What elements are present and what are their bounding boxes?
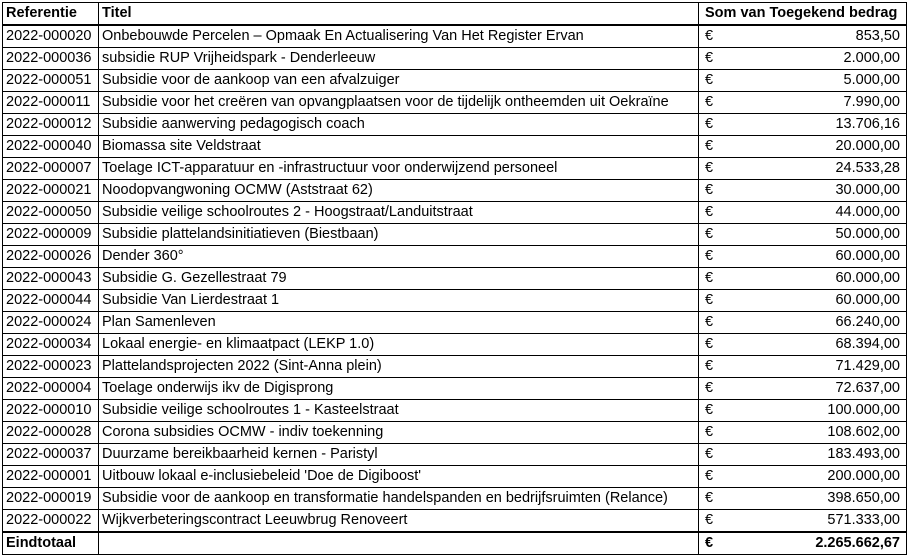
table-row	[3, 466, 907, 488]
cell-titel[interactable]: Wijkverbeteringscontract Leeuwbrug Renoveert	[99, 510, 699, 533]
cell-currency[interactable]: €	[699, 334, 729, 356]
cell-currency[interactable]: €	[699, 136, 729, 158]
cell-amount[interactable]: 24.533,28	[729, 158, 907, 180]
cell-amount[interactable]: 60.000,00	[729, 268, 907, 290]
table-row	[3, 488, 907, 510]
table-row	[3, 246, 907, 268]
cell-currency[interactable]: €	[699, 92, 729, 114]
cell-referentie[interactable]: 2022-000050	[3, 202, 99, 224]
cell-titel[interactable]: Plan Samenleven	[99, 312, 699, 334]
cell-amount[interactable]: 183.493,00	[729, 444, 907, 466]
table-row	[3, 356, 907, 378]
total-label[interactable]: Eindtotaal	[3, 532, 99, 555]
cell-titel[interactable]: Toelage ICT-apparatuur en -infrastructuur voor onderwijzend personeel	[99, 158, 699, 180]
table-row	[3, 400, 907, 422]
table-row	[3, 312, 907, 334]
table-row	[3, 422, 907, 444]
cell-titel[interactable]: Subsidie voor het creëren van opvangplaatsen voor de tijdelijk ontheemden uit Oekraïne	[99, 92, 699, 114]
cell-referentie[interactable]: 2022-000040	[3, 136, 99, 158]
cell-titel[interactable]: Noodopvangwoning OCMW (Aststraat 62)	[99, 180, 699, 202]
cell-amount[interactable]: 20.000,00	[729, 136, 907, 158]
total-currency[interactable]: €	[699, 532, 729, 555]
cell-referentie[interactable]: 2022-000043	[3, 268, 99, 290]
cell-currency[interactable]: €	[699, 312, 729, 334]
table-row	[3, 70, 907, 92]
cell-currency[interactable]: €	[699, 70, 729, 92]
cell-titel[interactable]: subsidie RUP Vrijheidspark - Denderleeuw	[99, 48, 699, 70]
total-amount[interactable]: 2.265.662,67	[729, 532, 907, 555]
table-row	[3, 224, 907, 246]
cell-amount[interactable]: 200.000,00	[729, 466, 907, 488]
header-row	[3, 3, 907, 26]
cell-referentie[interactable]: 2022-000044	[3, 290, 99, 312]
total-row	[3, 532, 907, 555]
cell-referentie[interactable]: 2022-000010	[3, 400, 99, 422]
table-row	[3, 158, 907, 180]
table-row	[3, 444, 907, 466]
cell-referentie[interactable]: 2022-000051	[3, 70, 99, 92]
header-titel[interactable]: Titel	[99, 3, 699, 26]
cell-currency[interactable]: €	[699, 466, 729, 488]
cell-currency[interactable]: €	[699, 488, 729, 510]
table-row	[3, 290, 907, 312]
cell-titel[interactable]: Toelage onderwijs ikv de Digisprong	[99, 378, 699, 400]
cell-titel[interactable]: Lokaal energie- en klimaatpact (LEKP 1.0)	[99, 334, 699, 356]
cell-currency[interactable]: €	[699, 224, 729, 246]
cell-amount[interactable]: 66.240,00	[729, 312, 907, 334]
cell-referentie[interactable]: 2022-000019	[3, 488, 99, 510]
cell-referentie[interactable]: 2022-000007	[3, 158, 99, 180]
header-som[interactable]: Som van Toegekend bedrag	[699, 3, 907, 26]
table-row	[3, 92, 907, 114]
cell-titel[interactable]: Biomassa site Veldstraat	[99, 136, 699, 158]
table-row	[3, 378, 907, 400]
cell-titel[interactable]: Onbebouwde Percelen – Opmaak En Actualisering Van Het Register Ervan	[99, 25, 699, 48]
cell-amount[interactable]: 60.000,00	[729, 290, 907, 312]
cell-amount[interactable]: 398.650,00	[729, 488, 907, 510]
cell-titel[interactable]: Dender 360°	[99, 246, 699, 268]
cell-referentie[interactable]: 2022-000009	[3, 224, 99, 246]
cell-amount[interactable]: 50.000,00	[729, 224, 907, 246]
cell-currency[interactable]: €	[699, 246, 729, 268]
cell-amount[interactable]: 2.000,00	[729, 48, 907, 70]
cell-referentie[interactable]: 2022-000023	[3, 356, 99, 378]
table-row	[3, 510, 907, 533]
cell-currency[interactable]: €	[699, 25, 729, 48]
cell-currency[interactable]: €	[699, 378, 729, 400]
cell-referentie[interactable]: 2022-000021	[3, 180, 99, 202]
cell-referentie[interactable]: 2022-000001	[3, 466, 99, 488]
cell-titel[interactable]: Plattelandsprojecten 2022 (Sint-Anna plein)	[99, 356, 699, 378]
table-row	[3, 202, 907, 224]
cell-titel[interactable]: Subsidie plattelandsinitiatieven (Biestbaan)	[99, 224, 699, 246]
cell-currency[interactable]: €	[699, 444, 729, 466]
total-title-empty[interactable]	[99, 532, 699, 555]
cell-referentie[interactable]: 2022-000028	[3, 422, 99, 444]
cell-titel[interactable]: Subsidie voor de aankoop en transformatie handelspanden en bedrijfsruimten (Relance)	[99, 488, 699, 510]
cell-amount[interactable]: 30.000,00	[729, 180, 907, 202]
cell-referentie[interactable]: 2022-000036	[3, 48, 99, 70]
cell-currency[interactable]: €	[699, 510, 729, 533]
cell-referentie[interactable]: 2022-000004	[3, 378, 99, 400]
cell-amount[interactable]: 71.429,00	[729, 356, 907, 378]
cell-titel[interactable]: Subsidie veilige schoolroutes 1 - Kasteelstraat	[99, 400, 699, 422]
cell-currency[interactable]: €	[699, 48, 729, 70]
cell-currency[interactable]: €	[699, 356, 729, 378]
cell-titel[interactable]: Subsidie aanwerving pedagogisch coach	[99, 114, 699, 136]
cell-currency[interactable]: €	[699, 268, 729, 290]
cell-amount[interactable]: 571.333,00	[729, 510, 907, 533]
cell-currency[interactable]: €	[699, 114, 729, 136]
table-row	[3, 180, 907, 202]
cell-titel[interactable]: Subsidie Van Lierdestraat 1	[99, 290, 699, 312]
header-referentie[interactable]: Referentie	[3, 3, 99, 26]
cell-currency[interactable]: €	[699, 422, 729, 444]
cell-referentie[interactable]: 2022-000011	[3, 92, 99, 114]
cell-referentie[interactable]: 2022-000037	[3, 444, 99, 466]
cell-amount[interactable]: 72.637,00	[729, 378, 907, 400]
table-row	[3, 114, 907, 136]
cell-titel[interactable]: Uitbouw lokaal e-inclusiebeleid 'Doe de Digiboost'	[99, 466, 699, 488]
cell-currency[interactable]: €	[699, 202, 729, 224]
cell-referentie[interactable]: 2022-000024	[3, 312, 99, 334]
cell-titel[interactable]: Duurzame bereikbaarheid kernen - Paristyl	[99, 444, 699, 466]
cell-amount[interactable]: 60.000,00	[729, 246, 907, 268]
cell-referentie[interactable]: 2022-000020	[3, 25, 99, 48]
cell-referentie[interactable]: 2022-000034	[3, 334, 99, 356]
cell-amount[interactable]: 13.706,16	[729, 114, 907, 136]
table-row	[3, 268, 907, 290]
cell-amount[interactable]: 108.602,00	[729, 422, 907, 444]
cell-titel[interactable]: Corona subsidies OCMW - indiv toekenning	[99, 422, 699, 444]
cell-currency[interactable]: €	[699, 158, 729, 180]
cell-referentie[interactable]: 2022-000012	[3, 114, 99, 136]
subsidies-table	[2, 2, 907, 555]
cell-amount[interactable]: 100.000,00	[729, 400, 907, 422]
table-row	[3, 136, 907, 158]
cell-amount[interactable]: 7.990,00	[729, 92, 907, 114]
table-row	[3, 334, 907, 356]
cell-amount[interactable]: 853,50	[729, 25, 907, 48]
cell-currency[interactable]: €	[699, 400, 729, 422]
cell-currency[interactable]: €	[699, 180, 729, 202]
cell-referentie[interactable]: 2022-000026	[3, 246, 99, 268]
table-row	[3, 25, 907, 48]
cell-titel[interactable]: Subsidie G. Gezellestraat 79	[99, 268, 699, 290]
table-row	[3, 48, 907, 70]
cell-referentie[interactable]: 2022-000022	[3, 510, 99, 533]
cell-titel[interactable]: Subsidie voor de aankoop van een afvalzuiger	[99, 70, 699, 92]
cell-titel[interactable]: Subsidie veilige schoolroutes 2 - Hoogstraat/Landuitstraat	[99, 202, 699, 224]
cell-amount[interactable]: 68.394,00	[729, 334, 907, 356]
cell-amount[interactable]: 5.000,00	[729, 70, 907, 92]
cell-amount[interactable]: 44.000,00	[729, 202, 907, 224]
cell-currency[interactable]: €	[699, 290, 729, 312]
